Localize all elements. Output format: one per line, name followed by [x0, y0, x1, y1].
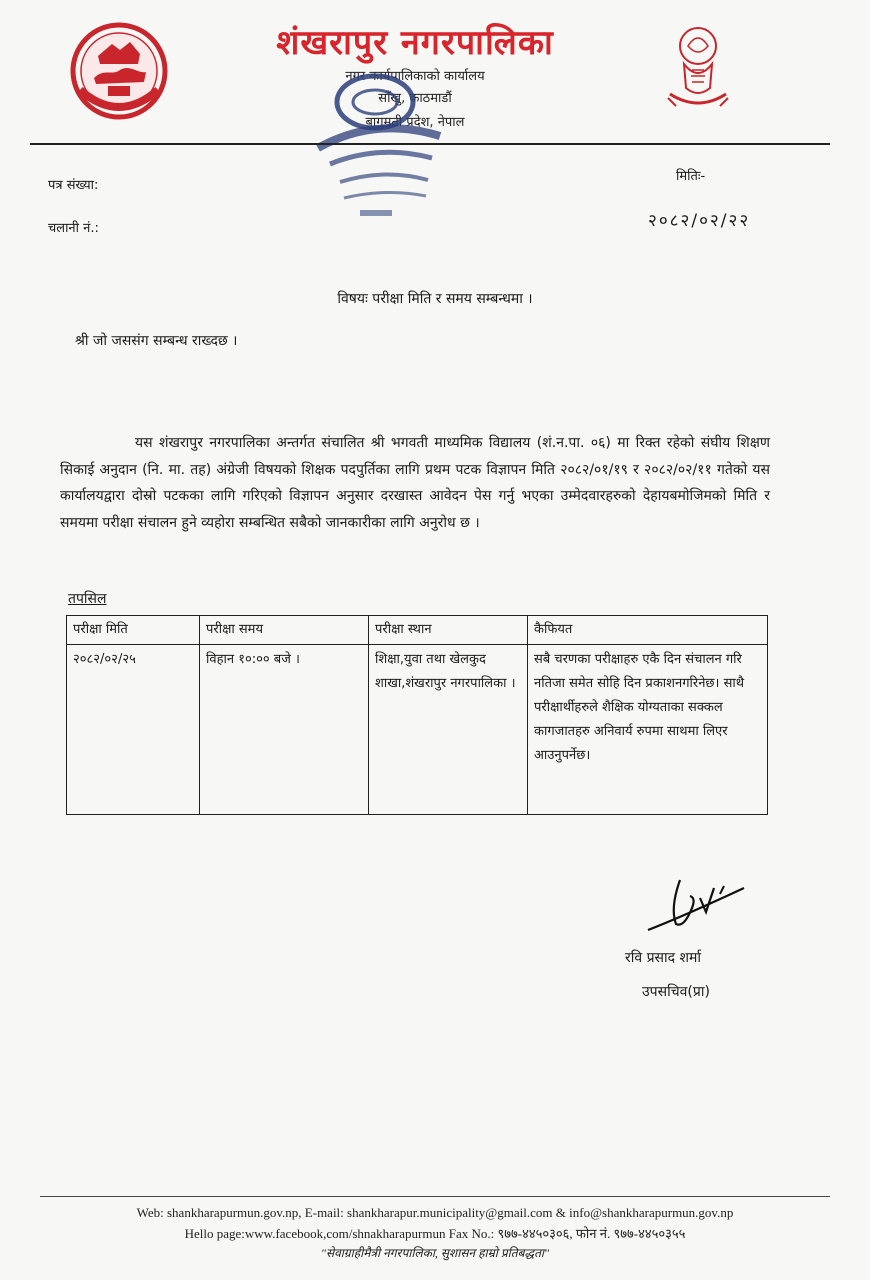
- miti-label: मितिः-: [676, 169, 706, 184]
- remarks-cell: सबै चरणका परीक्षाहरु एकै दिन संचालन गरि नतिजा समेत सोहि दिन प्रकाशनगरिनेछ। साथै परीक्षार्थीहरुले शैक्षिक योग्यताका सक्कल कागजातहरु अनिवार्य रुपमा साथमा लिएर आउनुपर्नेछ।: [528, 645, 768, 815]
- table-row: [67, 645, 768, 815]
- office-name: नगर कार्यपालिकाको कार्यालय: [345, 69, 485, 84]
- signatory-name: रवि प्रसाद शर्मा: [625, 950, 702, 966]
- exam-venue-cell: शिक्षा,युवा तथा खेलकुद शाखा,शंखरापुर नगरपालिका ।: [369, 645, 528, 815]
- office-location: साँखु, काठमाडौं: [378, 91, 452, 106]
- exam-schedule-table: [66, 615, 768, 815]
- footer-contact: Web: shankharapurmun.gov.np, E-mail: shankharapur.municipality@gmail.com & info@shankharapurmun.gov.np: [136, 1205, 734, 1220]
- chalani-label: चलानी नं.:: [48, 221, 99, 236]
- header-divider: [30, 143, 830, 145]
- footer-divider: [40, 1196, 830, 1197]
- letter-date: २०८२/०२/२२: [648, 211, 751, 231]
- exam-time-cell: विहान १०:०० बजे ।: [200, 645, 369, 815]
- signatory-title: उपसचिव(प्रा): [642, 984, 710, 1000]
- footer-social-fax: Hello page:www.facebook,com/shnakharapurmun Fax No.: ९७७-४४५०३०६, फोन नं. ९७७-४४५०३५५: [184, 1226, 686, 1241]
- tapasil-heading: तपसिल: [68, 591, 107, 607]
- exam-date-cell: २०८२/०२/२५: [67, 645, 200, 815]
- col-header-exam-time: परीक्षा समय: [200, 616, 369, 645]
- office-province: बागमती प्रदेश, नेपाल: [365, 115, 465, 130]
- table-header-row: [67, 616, 768, 645]
- municipality-name: शंखरापुर नगरपालिका: [276, 23, 554, 63]
- col-header-exam-venue: परीक्षा स्थान: [369, 616, 528, 645]
- letter-body: यस शंखरापुर नगरपालिका अन्तर्गत संचालित श्री भगवती माध्यमिक विद्यालय (शं.न.पा. ०६) मा रिक्त रहेको संघीय शिक्षण सिकाई अनुदान (नि. मा. तह) अंग्रेजी विषयको शिक्षक पदपुर्तिका लागि प्रथम पटक विज्ञापन मिति २०८२/०१/१९ र २०८२/०२/११ गतेको यस कार्यालयद्वारा दोस्रो पटकका लागि गरिएको विज्ञापन अनुसार दरखास्त आवेदन पेस गर्नु भएका उम्मेदवारहरुको देहायबमोजिमको मिति र समयमा परीक्षा संचालन हुने व्यहोरा सम्बन्धित सबैको जानकारीका लागि अनुरोध छ ।: [60, 435, 770, 531]
- letter-subject: विषयः परीक्षा मिति र समय सम्बन्धमा ।: [337, 291, 533, 307]
- municipality-logo-icon: [662, 22, 734, 110]
- footer-motto: "सेवाग्राहीमैत्री नगरपालिका, सुशासन हाम्रो प्रतिबद्धता": [320, 1246, 550, 1260]
- nepal-emblem-icon: [68, 20, 170, 122]
- salutation: श्री जो जससंग सम्बन्ध राख्दछ ।: [75, 333, 238, 349]
- col-header-remarks: कैफियत: [528, 616, 768, 645]
- office-stamp-icon: [300, 70, 450, 225]
- signature-icon: [640, 868, 752, 940]
- col-header-exam-date: परीक्षा मिति: [67, 616, 200, 645]
- patra-sankhya-label: पत्र संख्या:: [48, 178, 99, 193]
